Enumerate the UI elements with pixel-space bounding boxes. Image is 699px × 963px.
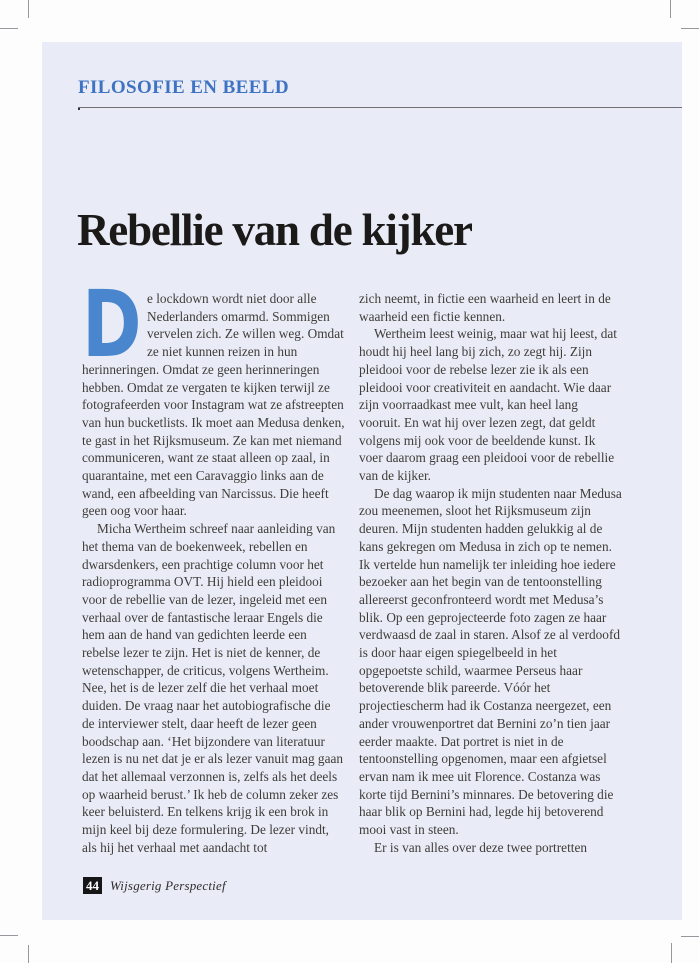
section-kicker: FILOSOFIE EN BEELD — [78, 77, 289, 98]
paragraph: De dag waarop ik mijn studenten naar Medusa zou meenemen, sloot het Rijksmuseum zijn deuren. Mijn studenten hadden gelukkig al de kans gekregen om Medusa in zich op te nemen. Ik vertelde hun namelijk ter inleiding hoe iedere bezoeker aan het begin van de tentoonstelling allereerst geconfronteerd wordt met Medusa’s blik. Op een geprojecteerde foto zagen ze haar verdwaasd de zaal in staren. Alsof ze al verdoofd is door haar eigen spiegelbeeld in het opgepoetste schild, waarmee Perseus haar betoverende blik pareerde. Vóór het projectiescherm had ik Costanza neergezet, een ander vrouwenportret dat Bernini zo’n tien jaar eerder maakte. Dat portret is niet in de tentoonstelling opgenomen, maar een afgietsel ervan nam ik mee uit Florence. Costanza was korte tijd Bernini’s minnares. De betovering die haar blik op Bernini had, legde hij betoverend mooi vast in steen. — [359, 485, 622, 838]
magazine-page — [42, 42, 682, 920]
article-title: Rebellie van de kijker — [77, 205, 472, 255]
page-number-badge: 44 — [83, 877, 102, 894]
publication-name: Wijsgerig Perspectief — [110, 877, 226, 893]
crop-mark-bottom-left-horizontal — [0, 935, 18, 936]
header-rule — [78, 107, 682, 108]
paragraph-text: e lockdown wordt niet door alle Nederlanders omarmd. Sommigen vervelen zich. Ze willen weg. Omdat ze niet kunnen reizen in hun herinneringen. Omdat ze geen herinneringen hebben. Omdat ze vergaten te kijken terwijl ze fotografeerden voor Instagram wat ze afstreepten van hun bucketlists. Ik moet aan Medusa denken, te gast in het Rijksmuseum. Ze kan met niemand communiceren, want ze staat alleen op zaal, in quarantaine, met een Caravaggio links aan de wand, een afbeelding van Narcissus. Die heeft geen oog voor haar. — [82, 291, 345, 519]
article-column-left — [82, 271, 345, 857]
drop-cap: D — [82, 271, 142, 378]
article-column-right — [359, 290, 622, 857]
opening-paragraph — [82, 271, 345, 520]
page-footer — [83, 877, 226, 894]
article-body — [82, 271, 622, 857]
paragraph: Micha Wertheim schreef naar aanleiding van het thema van de boekenweek, rebellen en dwarsdenkers, een prachtige column voor het radioprogramma OVT. Hij hield een pleidooi voor de rebellie van de lezer, ingeleid met een verhaal over de fantastische leraar Engels die hem aan de hand van gedichten leerde een rebelse lezer te zijn. Het is niet de kenner, de wetenschapper, de criticus, volgens Wertheim. Nee, het is de lezer zelf die het verhaal moet duiden. De vraag naar het autobiografische die de interviewer stelt, daar heeft de lezer geen boodschap aan. ‘Het bijzondere van literatuur lezen is nu net dat je er als lezer vanuit mag gaan dat het allemaal verzonnen is, zelfs als het deels op waarheid berust.’ Ik heb de column zeker zes keer beluisterd. En telkens krijg ik een brok in mijn keel bij deze formulering. De lezer vindt, als hij het verhaal met aandacht tot — [82, 521, 344, 855]
rule-end-dot — [78, 108, 80, 110]
paragraph: Er is van alles over deze twee portretten — [374, 839, 588, 855]
crop-mark-top-left-horizontal — [0, 28, 18, 29]
crop-mark-bottom-right-horizontal — [681, 936, 699, 937]
crop-mark-bottom-right-vertical — [671, 943, 672, 963]
crop-mark-top-right-horizontal — [681, 28, 699, 29]
crop-mark-top-right-vertical — [670, 0, 671, 18]
paragraph: zich neemt, in fictie een waarheid en leert in de waarheid een fictie kennen. — [359, 291, 611, 324]
crop-mark-top-left-vertical — [28, 0, 29, 18]
paragraph: Wertheim leest weinig, maar wat hij leest, dat houdt hij heel lang bij zich, zo zegt hij. Zijn pleidooi voor de rebelse lezer zie ik als een pleidooi voor creativiteit en aandacht. Wie daar zijn voorraadkast mee vult, kan heel lang vooruit. En wat hij over lezen zegt, dat geldt volgens mij ook voor de beeldende kunst. Ik voer daarom graag een pleidooi voor de rebellie van de kijker. — [359, 326, 617, 484]
crop-mark-bottom-left-vertical — [28, 945, 29, 963]
